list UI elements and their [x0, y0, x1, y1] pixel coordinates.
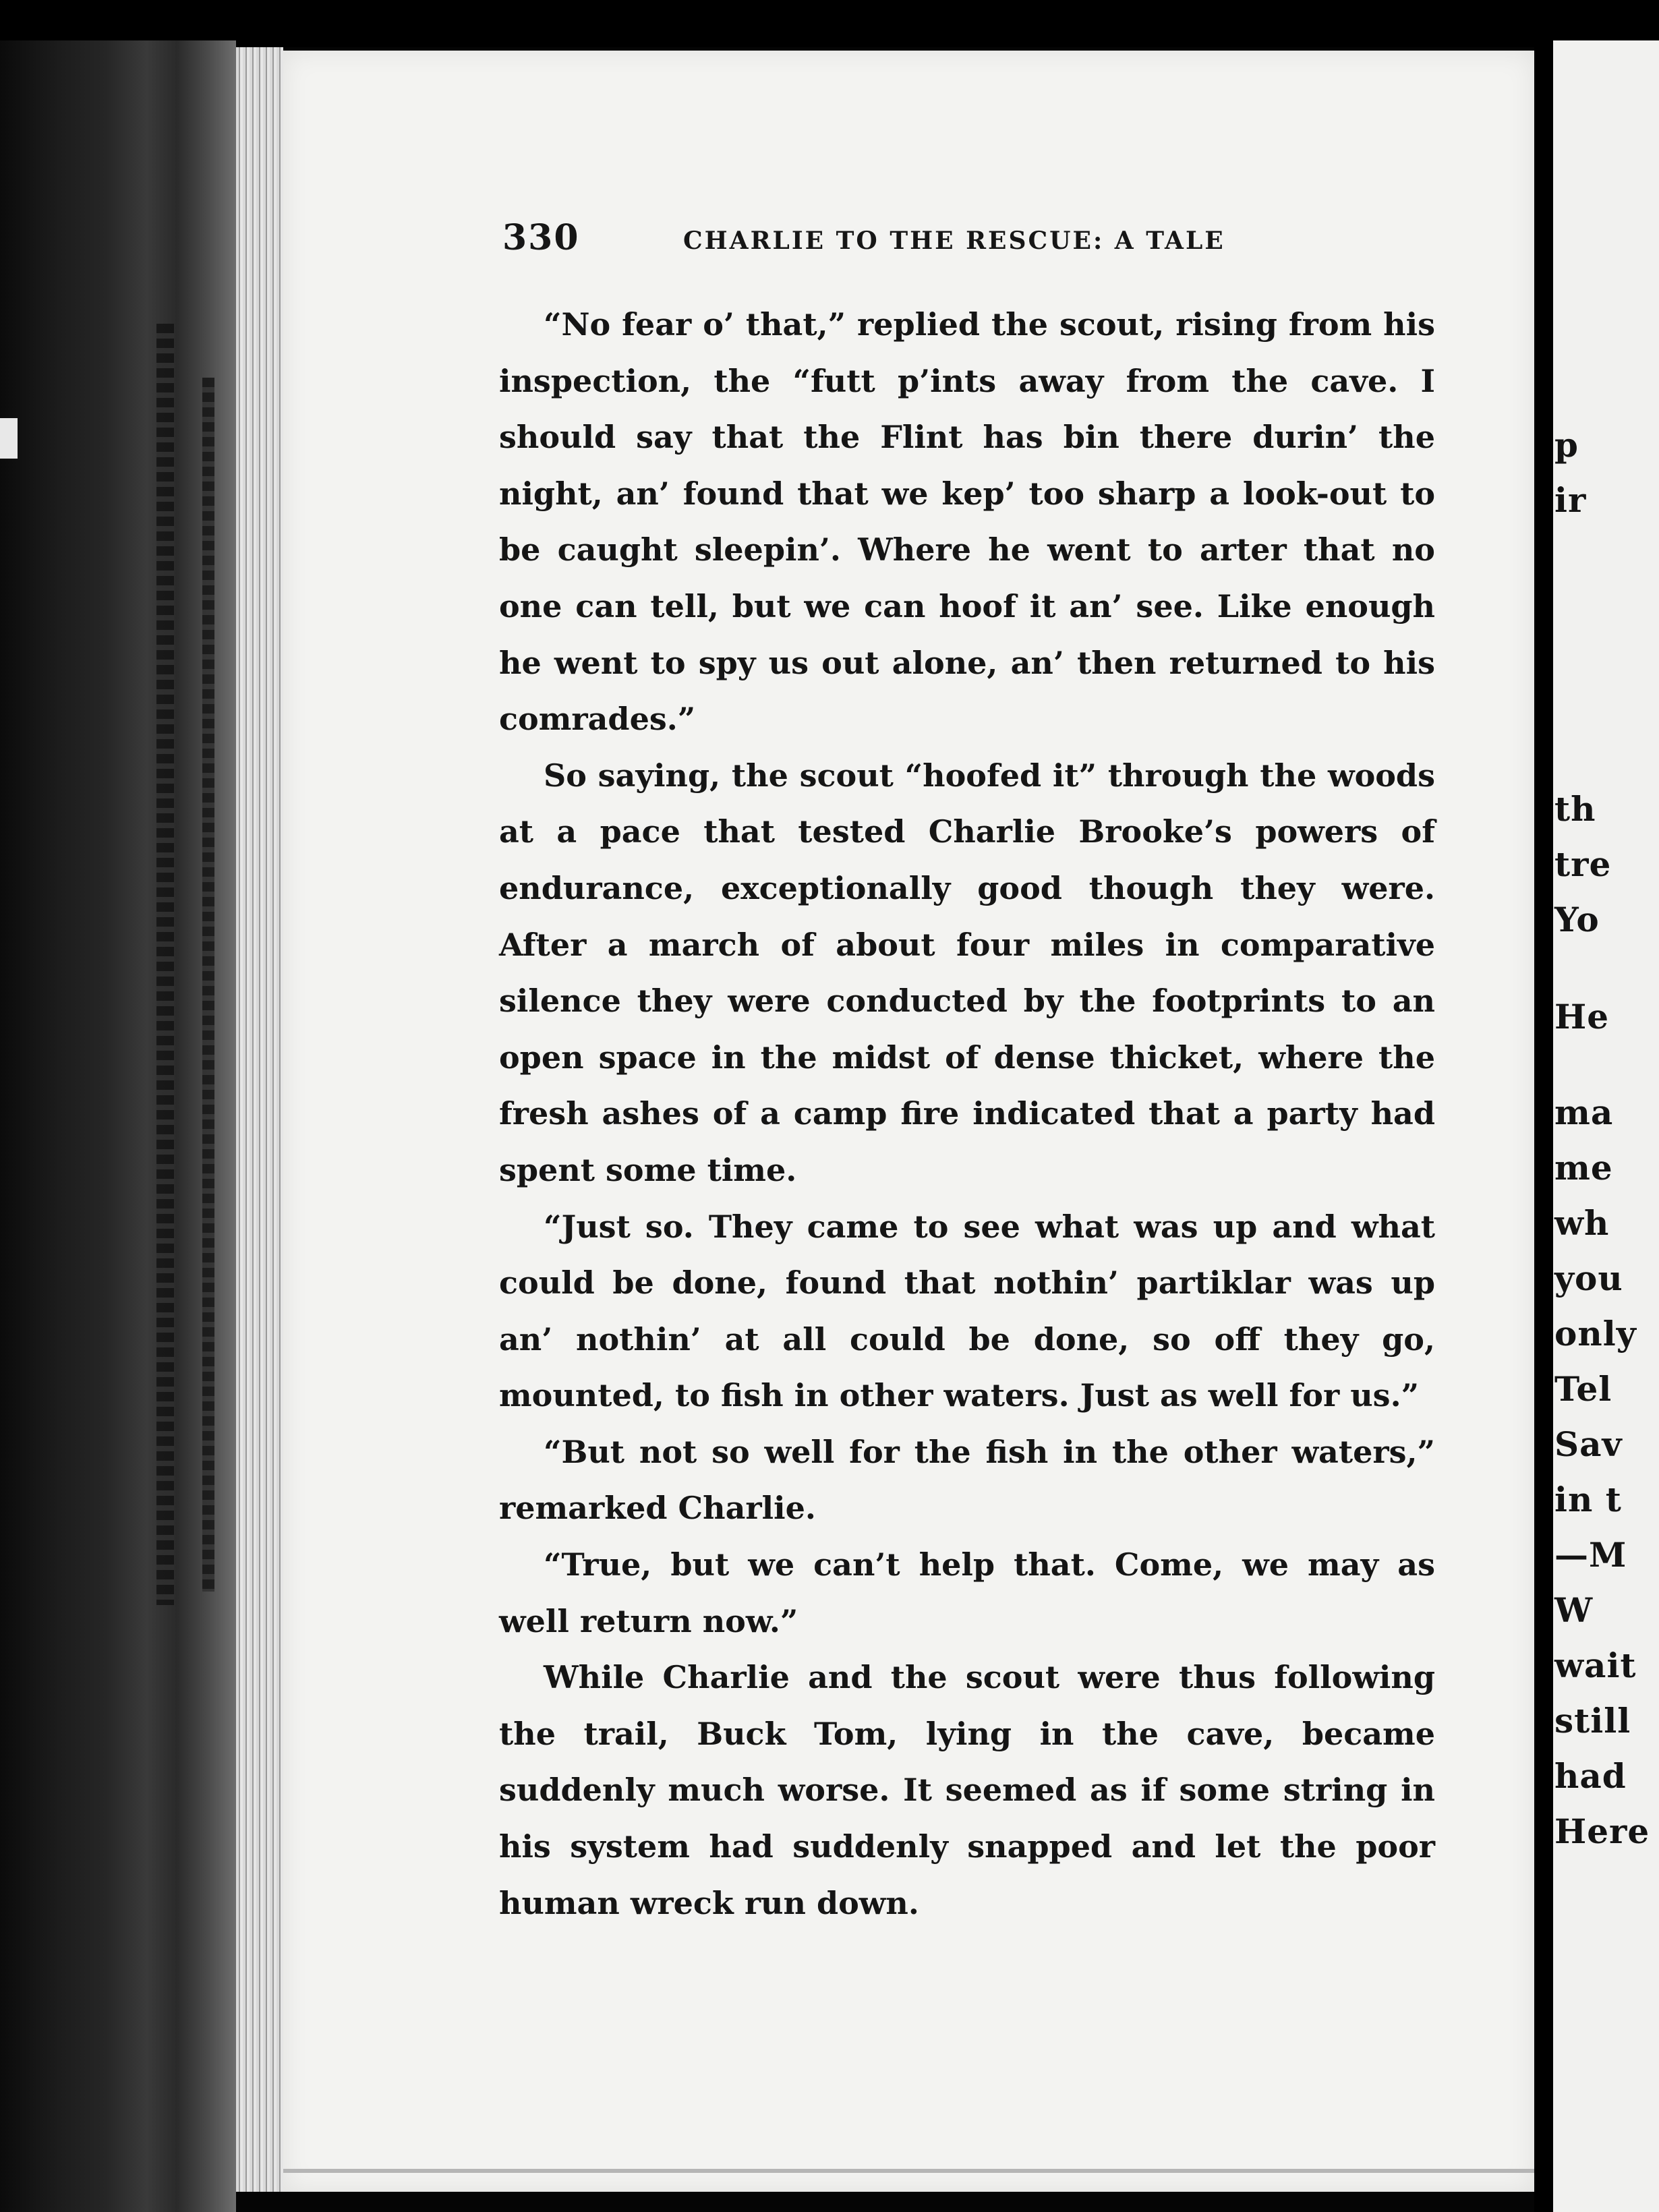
facing-page-fragment: Tel — [1554, 1369, 1612, 1409]
page-body-text — [499, 297, 1435, 1931]
facing-page-fragment: in t — [1554, 1480, 1622, 1519]
paragraph: “But not so well for the fish in the other waters,” remarked Charlie. — [499, 1433, 1435, 1527]
facing-page-fragment: ma — [1554, 1093, 1614, 1132]
facing-page-fragment: p — [1554, 425, 1579, 465]
facing-page-fragment: W — [1554, 1590, 1594, 1630]
facing-page-fragment: Yo — [1554, 900, 1600, 939]
page-gutter — [1534, 40, 1553, 2212]
paragraph: While Charlie and the scout were thus following the trail, Buck Tom, lying in the cave, became suddenly much worse. It seemed as if some string in his system had suddenly snapped and let the poor human wreck run down. — [499, 1659, 1435, 1921]
facing-page-fragment: still — [1554, 1701, 1631, 1741]
running-title: CHARLIE TO THE RESCUE: A TALE — [683, 227, 1225, 255]
facing-page-fragment: th — [1554, 789, 1596, 829]
facing-page-fragment: me — [1554, 1148, 1613, 1188]
facing-page-fragment: Sav — [1554, 1424, 1623, 1464]
facing-page-fragment: He — [1554, 997, 1610, 1037]
book-spine — [0, 40, 236, 2212]
facing-page-fragment: wait — [1554, 1646, 1637, 1685]
paragraph: “Just so. They came to see what was up and what could be done, found that nothin’ partiklar was up an’ nothin’ at all could be done, so off they go, mounted, to fish in other waters. Just as well for us.” — [499, 1208, 1435, 1414]
page-bottom-edge — [283, 2169, 1534, 2173]
facing-page-fragment: wh — [1554, 1203, 1610, 1243]
spine-binding-stripe — [156, 324, 174, 1605]
facing-page-fragment: only — [1554, 1314, 1637, 1354]
paragraph: “True, but we can’t help that. Come, we may as well return now.” — [499, 1546, 1435, 1639]
facing-page-fragment: Here — [1554, 1811, 1650, 1851]
facing-page-fragment: tre — [1554, 844, 1612, 884]
paragraph: So saying, the scout “hoofed it” through the woods at a pace that tested Charlie Brooke’s powers of endurance, exceptionally good though they were. After a march of about four miles in comparative silence they were conducted by the footprints to an open space in the midst of dense thicket, where the fresh ashes of a camp fire indicated that a party had spent some time. — [499, 757, 1435, 1188]
page-number: 330 — [502, 217, 580, 258]
facing-page-fragment: ir — [1554, 480, 1587, 520]
facing-page — [1553, 40, 1659, 2212]
facing-page-fragment: had — [1554, 1756, 1627, 1796]
page-edges — [236, 47, 283, 2192]
spine-binding-stripe — [202, 378, 214, 1592]
scan-top-border — [0, 0, 1659, 47]
paragraph: “No fear o’ that,” replied the scout, rising from his inspection, the “futt p’ints away from the cave. I should say that the Flint has bin there durin’ the night, an’ found that we kep’ too sharp a look-out to be caught sleepin’. Where he went to arter that no one can tell, but we can hoof it an’ see. Like enough he went to spy us out alone, an’ then returned to his comrades.” — [499, 306, 1435, 738]
facing-page-fragment: you — [1554, 1258, 1623, 1298]
running-header — [502, 217, 1258, 258]
facing-page-fragment: —M — [1554, 1535, 1627, 1575]
scan-notch — [0, 418, 18, 459]
